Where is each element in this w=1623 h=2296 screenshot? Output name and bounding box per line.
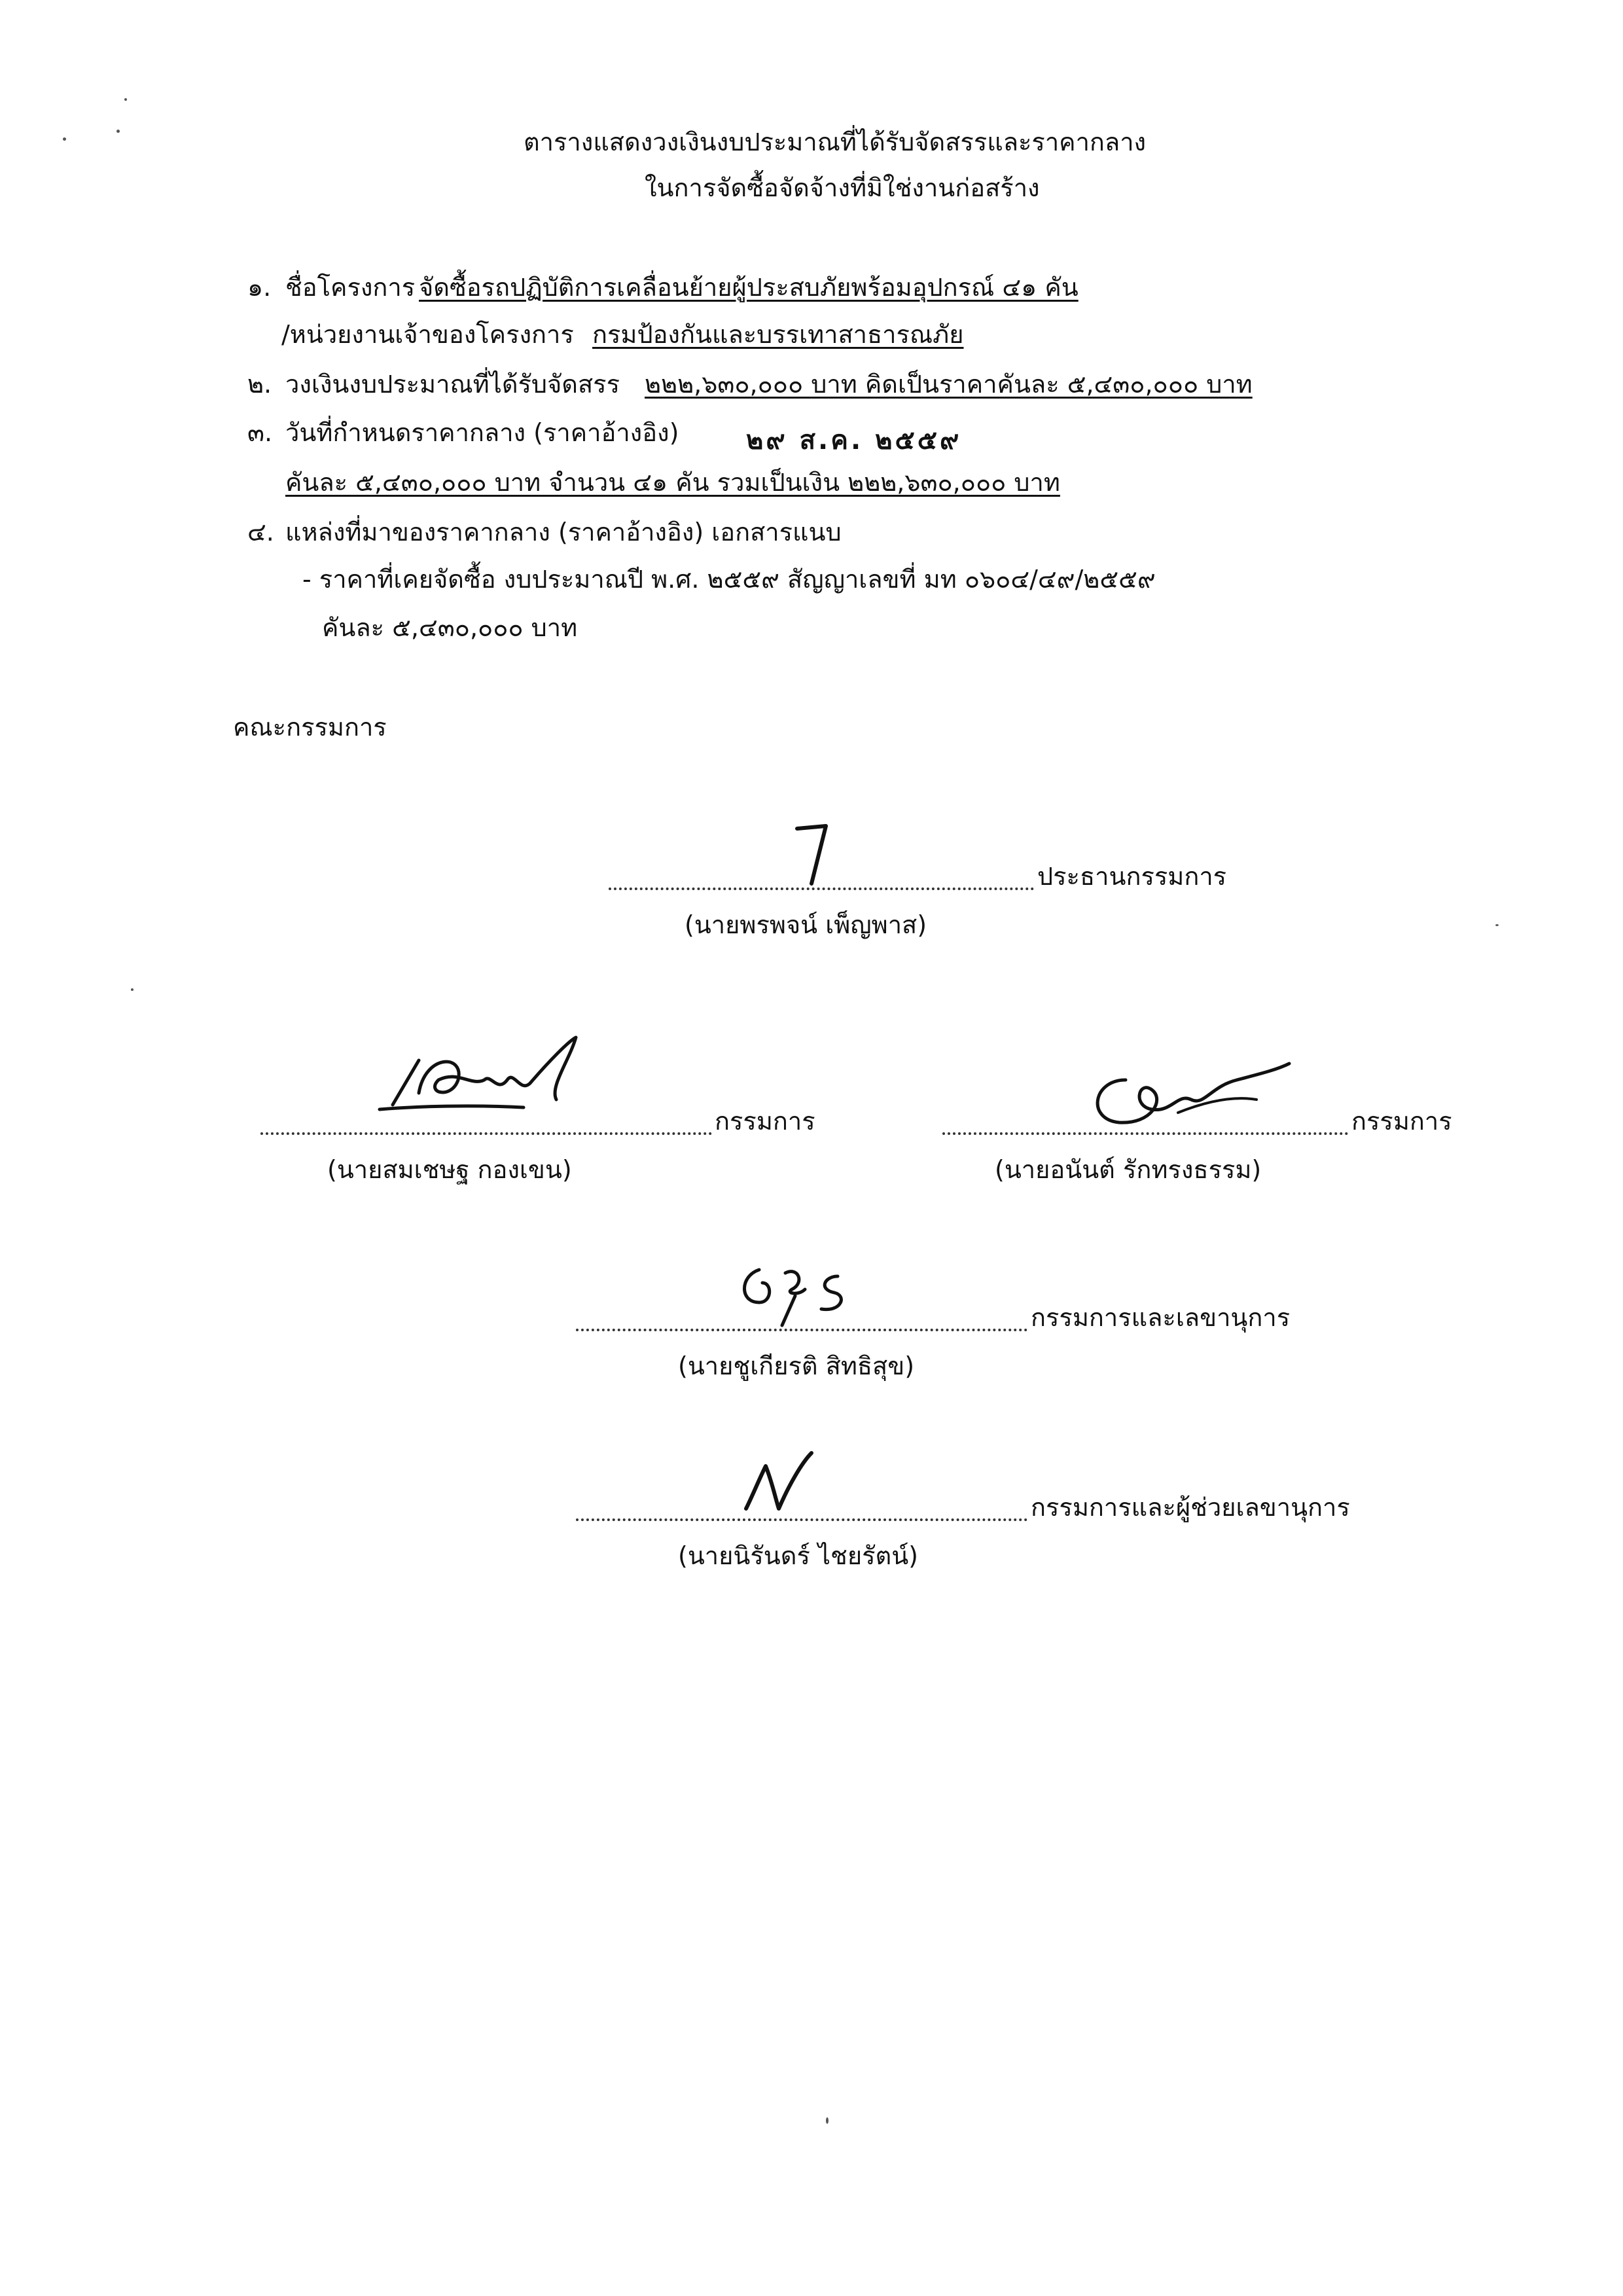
- member1-name: (นายสมเชษฐ กองเขน): [327, 1155, 572, 1184]
- item-4-number: ๔.: [247, 518, 274, 547]
- member2-signature: [1080, 1060, 1296, 1139]
- scan-speck: [63, 137, 66, 141]
- assistant-signature: [740, 1446, 818, 1518]
- date-stamp: ๒๙ ส.ค. ๒๕๕๙: [746, 425, 962, 456]
- price-source-line1: - ราคาที่เคยจัดซื้อ งบประมาณปี พ.ศ. ๒๕๕๙ สัญญาเลขที่ มท ๐๖๐๔/๔๙/๒๕๕๙: [302, 565, 1156, 594]
- item-2-label: วงเงินงบประมาณที่ได้รับจัดสรร: [285, 370, 620, 399]
- committee-heading: คณะกรรมการ: [233, 713, 387, 742]
- agency-name: กรมป้องกันและบรรเทาสาธารณภัย: [592, 320, 964, 349]
- scan-speck: [124, 98, 127, 101]
- document-title-line2: ในการจัดซื้อจัดจ้างที่มิใช่งานก่อสร้าง: [645, 173, 1040, 202]
- item-1-number: ๑.: [247, 273, 272, 302]
- member1-signature-line: [260, 1132, 712, 1135]
- project-name: จัดซื้อรถปฏิบัติการเคลื่อนย้ายผู้ประสบภัยพร้อมอุปกรณ์ ๔๑ คัน: [419, 273, 1079, 302]
- secretary-name: (นายชูเกียรติ สิทธิสุข): [678, 1352, 915, 1380]
- agency-label: /หน่วยงานเจ้าของโครงการ: [281, 320, 574, 349]
- item-3-label: วันที่กำหนดราคากลาง (ราคาอ้างอิง): [285, 418, 679, 447]
- chair-role: ประธานกรรมการ: [1037, 862, 1227, 891]
- secretary-signature-line: [576, 1329, 1027, 1331]
- assistant-role: กรรมการและผู้ช่วยเลขานุการ: [1031, 1493, 1350, 1522]
- chair-signature-line: [609, 888, 1034, 890]
- item-3-number: ๓.: [247, 418, 273, 447]
- scan-speck: [826, 2117, 829, 2124]
- assistant-name: (นายนิรันดร์ ไชยรัตน์): [678, 1541, 918, 1570]
- reference-price: คันละ ๕,๔๓๐,๐๐๐ บาท จำนวน ๔๑ คัน รวมเป็นเงิน ๒๒๒,๖๓๐,๐๐๐ บาท: [285, 468, 1060, 497]
- secretary-role: กรรมการและเลขานุการ: [1031, 1303, 1291, 1332]
- document-title-line1: ตารางแสดงวงเงินงบประมาณที่ได้รับจัดสรรและราคากลาง: [524, 128, 1147, 156]
- assistant-signature-line: [576, 1518, 1027, 1521]
- budget-amount: ๒๒๒,๖๓๐,๐๐๐ บาท คิดเป็นราคาคันละ ๕,๔๓๐,๐๐๐ บาท: [645, 370, 1253, 399]
- member1-signature: [373, 1034, 596, 1119]
- chair-name: (นายพรพจน์ เพ็ญพาส): [685, 910, 927, 939]
- member1-role: กรรมการ: [715, 1107, 815, 1136]
- member2-role: กรรมการ: [1351, 1107, 1452, 1136]
- item-4-label: แหล่งที่มาของราคากลาง (ราคาอ้างอิง) เอกสารแนบ: [285, 518, 842, 547]
- secretary-signature: [733, 1257, 864, 1335]
- scan-speck: [131, 988, 134, 991]
- item-1-label: ชื่อโครงการ: [285, 273, 416, 302]
- price-source-line2: คันละ ๕,๔๓๐,๐๐๐ บาท: [322, 613, 578, 642]
- member2-name: (นายอนันต์ รักทรงธรรม): [995, 1155, 1262, 1184]
- chair-signature: [779, 818, 844, 890]
- scan-speck: [1495, 924, 1499, 926]
- member2-signature-line: [942, 1132, 1348, 1135]
- item-2-number: ๒.: [247, 370, 272, 399]
- scan-speck: [116, 130, 120, 133]
